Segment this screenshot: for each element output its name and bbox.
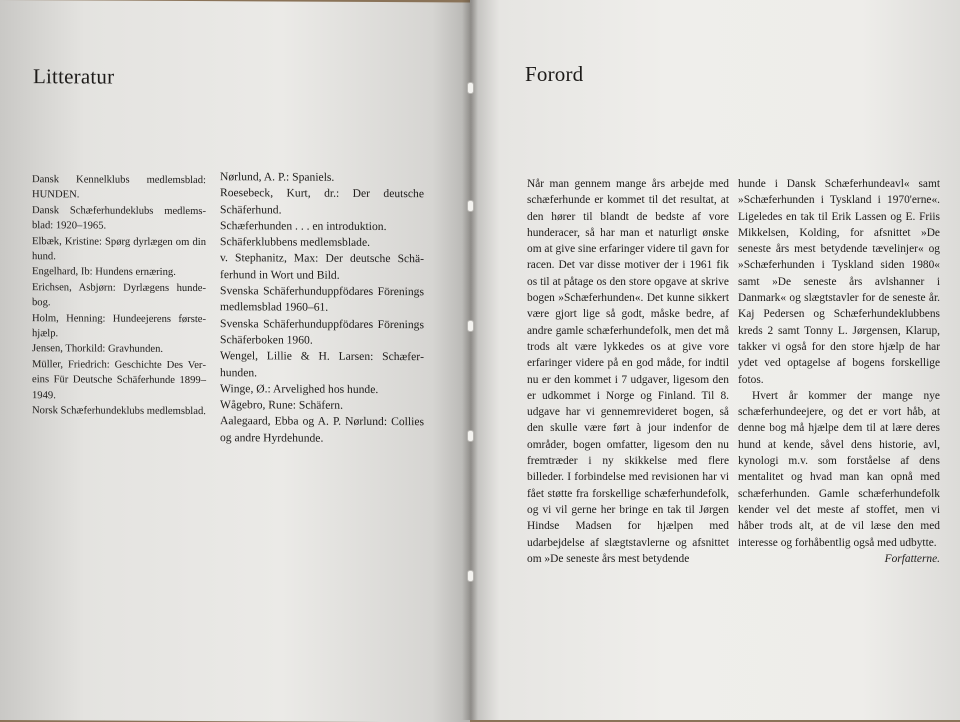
signature: Forfatterne. xyxy=(884,552,940,565)
foreword-column-1 xyxy=(527,176,729,567)
bibliography-entry: Aalegaard, Ebba og A. P. Nørlund: Collies og andre Hyrdehunde. xyxy=(220,414,424,445)
bibliography-entry: Jensen, Thorkild: Gravhunden. xyxy=(32,343,164,356)
bibliography-entry: Elbæk, Kristine: Spørg dyrlægen om din hund. xyxy=(32,235,206,263)
binding-stitch xyxy=(467,320,474,332)
page-title-forord: Forord xyxy=(525,62,584,86)
bibliography-entry: Winge, Ø.: Arvelighed hos hunde. xyxy=(220,382,379,396)
bibliography-entry: Holm, Henning: Hundeejerens førstehjælp. xyxy=(32,312,206,340)
bibliography-entry: v. Stephanitz, Max: Der deutsche Schäferhund in Wort und Bild. xyxy=(220,251,424,282)
foreword-paragraph: Hvert år kommer der mange nye schæferhundeejere, og det er vort håb, at denne bog må hjælpe dem til at lære deres hund at kende, såvel dens historie, avl, kynologi m.v. som forståelse af dens mentalitet og hvad man kan opnå med schæferhunden. Gamle schæferhundefolk kender vel det meste af stoffet, men vi håber trods alt, at de vil læse den med interesse og forhåbentlig også med udbytte. xyxy=(738,389,940,549)
binding-stitch xyxy=(467,200,474,212)
bibliography-entry: Müller, Friedrich: Geschichte Des Vereins Für Deutsche Schäferhunde 1899–1949. xyxy=(32,359,206,401)
foreword-column-2 xyxy=(738,176,940,567)
bibliography-entry: Roesebeck, Kurt, dr.: Der deutsche Schäferhund. xyxy=(220,186,424,217)
bibliography-entry: Norsk Schæferhundeklubs medlemsblad. xyxy=(32,405,206,418)
book-gutter xyxy=(462,0,478,720)
bibliography-entry: Dansk Schæferhundeklubs medlemsblad: 1920–1965. xyxy=(32,204,206,232)
page-title-litteratur: Litteratur xyxy=(33,64,115,89)
bibliography-entry: Dansk Kennelklubs medlemsblad: HUNDEN. xyxy=(32,174,206,201)
bibliography-column-2 xyxy=(220,169,424,447)
bibliography-entry: Wengel, Lillie & H. Larsen: Schæferhunden. xyxy=(220,349,424,379)
left-page xyxy=(0,0,470,722)
binding-stitch xyxy=(467,570,474,582)
bibliography-entry: Nørlund, A. P.: Spaniels. xyxy=(220,170,335,184)
binding-stitch xyxy=(467,430,474,442)
bibliography-entry: Schæferhunden . . . en introduktion. xyxy=(220,219,387,233)
foreword-paragraph: Når man gennem mange års arbejde med schæferhunde er kommet til det resultat, at den hører til blandt de bedste af vore hunderacer, så har man et naturligt ønske om at give sine erfaringer videre til gavn for racen. Det var disse motiver der i 1961 fik os til at påtage os den store opgave at skrive bogen »Schæferhunden«. Det kunne sikkert være gjort lige så godt, måske bedre, af andre gamle schæferhundefolk, men det må trods alt være lykkedes os at give vore erfaringer videre på en god måde, for indtil nu er den kommet i 7 udgaver, ligesom den er udkommet i Norge og Finland. Til 8. udgave har vi gennemrevideret bogen, så den skulle være ført à jour indenfor de områder, bogen omfatter, ligesom den nu fremtræder i ny skikkelse med flere billeder. I forbindelse med revisionen har vi fået støtte fra forskellige schæferhundefolk, og vi vil gerne her bringe en tak til Jørgen Hindse Madsen for hjælpen med udarbejdelse af slægtstavlerne og afsnittet om »De seneste års mest betydende xyxy=(527,178,729,565)
bibliography-entry: Svenska Schäferhunduppfödares Förenings medlemsblad 1960–61. xyxy=(220,284,424,315)
right-page xyxy=(470,0,960,720)
bibliography-entry: Erichsen, Asbjørn: Dyrlægens hundebog. xyxy=(32,282,206,309)
bibliography-entry: Svenska Schäferhunduppfödares Förenings Schäferboken 1960. xyxy=(220,316,424,347)
bibliography-column-1 xyxy=(32,172,206,419)
binding-stitch xyxy=(467,82,474,94)
bibliography-entry: Wågebro, Rune: Schäfern. xyxy=(220,398,343,412)
bibliography-entry: Schäferklubbens medlemsblade. xyxy=(220,235,371,250)
foreword-paragraph: hunde i Dansk Schæferhundeavl« samt »Schæferhunden i Tyskland i 1970'erne«. Ligeledes en tak til Erik Lassen og E. Friis Mikkelsen, Kolding, for afsnittet »De seneste års mest betydende tævelinjer« og »Schæferhunden i Tyskland siden 1980« samt »De seneste års avlshanner i Danmark« og slægtstavler for de seneste år. Kaj Pedersen og Schæferhundeklubbens kreds 2 samt Tonny L. Jørgensen, Klarup, takker vi også for den store hjælp de har ydet ved optagelse af bogens forskellige fotos. xyxy=(738,178,940,386)
bibliography-entry: Engelhard, Ib: Hundens ernæring. xyxy=(32,266,176,279)
